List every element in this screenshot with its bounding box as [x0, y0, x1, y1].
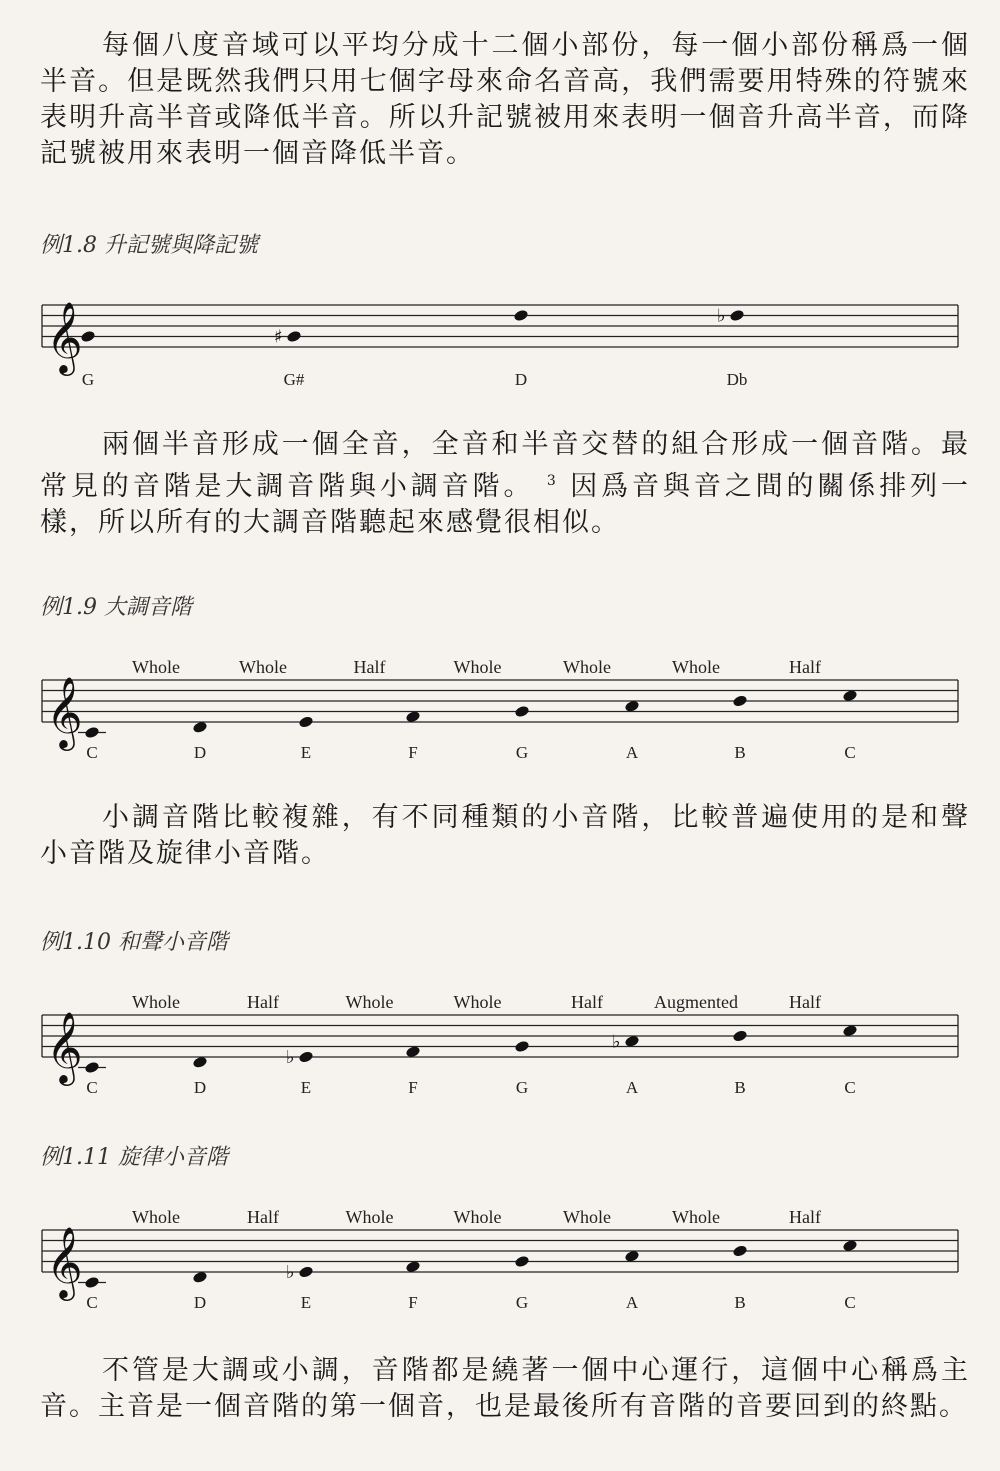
treble-clef-icon: 𝄞 [46, 1010, 83, 1083]
note-name-label: A [625, 1293, 639, 1312]
note-name-label: E [300, 1078, 312, 1097]
step-label: Half [789, 1207, 821, 1227]
step-label: Whole [132, 1207, 180, 1227]
note-head [732, 694, 748, 708]
step-label: Whole [345, 992, 394, 1012]
note-name-label: G [81, 370, 95, 389]
sharp-icon: ♯ [274, 326, 283, 348]
note-name-label: C [844, 1078, 856, 1097]
note-head [84, 726, 100, 740]
note-name-label: G [515, 1293, 529, 1312]
note-name-label: F [408, 743, 418, 762]
note-name-label: B [734, 1293, 746, 1312]
note-name-label: C [86, 1078, 98, 1097]
flat-icon: ♭ [717, 305, 726, 327]
step-label: Half [789, 992, 821, 1012]
staff-example-1-9 [0, 645, 1000, 770]
note-head [298, 1265, 314, 1279]
step-label: Whole [672, 657, 720, 677]
note-head [514, 1255, 530, 1269]
staff-example-1-11 [0, 1195, 1000, 1320]
note-name-label: A [625, 1078, 639, 1097]
step-label: Whole [672, 1207, 720, 1227]
staff-example-1-10 [0, 980, 1000, 1105]
note-name-label: C [86, 743, 98, 762]
note-name-label: F [408, 1078, 418, 1097]
caption-example-1-8: 例1.8 升記號與降記號 [40, 233, 258, 258]
staff-example-1-8 [0, 280, 1000, 400]
step-label: Half [789, 657, 821, 677]
paragraph-tonic: 不管是大調或小調，音階都是繞著一個中心運行，這個中心稱爲主音。主音是一個音階的第一個音，也是最後所有音階的音要回到的終點。 [40, 1355, 970, 1422]
note-name-label: E [300, 1293, 312, 1312]
step-label: Augmented [654, 992, 738, 1012]
note-head [514, 705, 530, 719]
footnote-reference: 3 [546, 473, 558, 489]
note-name-label: G [515, 1078, 529, 1097]
paragraph-minor-scales: 小調音階比較複雜，有不同種類的小音階，比較普遍使用的是和聲小音階及旋律小音階。 [40, 802, 970, 869]
caption-example-1-11: 例1.11 旋律小音階 [40, 1145, 228, 1170]
note-name-label: C [86, 1293, 98, 1312]
step-label: Whole [453, 657, 502, 677]
note-name-label: F [408, 1293, 418, 1312]
caption-example-1-9: 例1.9 大調音階 [40, 595, 192, 620]
step-label: Whole [239, 657, 287, 677]
flat-icon: ♭ [286, 1262, 295, 1283]
note-name-label: A [625, 743, 639, 762]
step-label: Whole [563, 1207, 611, 1227]
step-label: Whole [345, 1207, 394, 1227]
step-label: Half [247, 1207, 279, 1227]
note-name-label: D [193, 1293, 207, 1312]
step-label: Half [247, 992, 279, 1012]
note-head [513, 309, 529, 323]
note-name-label: C [844, 1293, 856, 1312]
note-head [286, 330, 302, 344]
step-label: Whole [132, 657, 180, 677]
caption-example-1-10: 例1.10 和聲小音階 [40, 930, 228, 955]
note-name-label: D [193, 1078, 207, 1097]
paragraph-scales-text-2: 因爲音與音之間的關係排列一樣，所以所有的大調音階聽起來感覺很相似。 [40, 471, 970, 538]
note-head [84, 1276, 100, 1290]
treble-clef-icon: 𝄞 [46, 1225, 83, 1298]
note-head [729, 309, 745, 323]
note-name-label: D [193, 743, 207, 762]
treble-clef-icon: 𝄞 [46, 675, 83, 748]
flat-icon: ♭ [286, 1047, 295, 1068]
paragraph-scales-text-1: 兩個半音形成一個全音，全音和半音交替的組合形成一個音階。最常見的音階是大調音階與小調音階。 [40, 429, 970, 502]
note-name-label: C [844, 743, 856, 762]
step-label: Whole [563, 657, 611, 677]
note-name-label: E [300, 743, 312, 762]
paragraph-scales [40, 427, 970, 541]
note-head [84, 1061, 100, 1075]
note-name-label: B [734, 743, 746, 762]
note-name-label: D [514, 370, 528, 389]
note-head [732, 1029, 748, 1043]
step-label: Whole [132, 992, 180, 1012]
note-name-label: Db [726, 370, 748, 389]
flat-icon: ♭ [612, 1031, 621, 1053]
note-name-label: G [515, 743, 529, 762]
note-name-label: B [734, 1078, 746, 1097]
paragraph-semitones: 每個八度音域可以平均分成十二個小部份，每一個小部份稱爲一個半音。但是既然我們只用七個字母來命名音高，我們需要用特殊的符號來表明升高半音或降低半音。所以升記號被用來表明一個音升高半音，而降記號被用來表明一個音降低半音。 [40, 30, 970, 169]
step-label: Whole [453, 992, 502, 1012]
step-label: Half [353, 657, 386, 677]
step-label: Whole [453, 1207, 502, 1227]
note-head [298, 715, 314, 729]
note-name-label: G# [283, 370, 305, 389]
note-head [298, 1050, 314, 1064]
note-head [514, 1040, 530, 1054]
treble-clef-icon: 𝄞 [46, 300, 83, 373]
step-label: Half [571, 992, 603, 1012]
note-head [732, 1244, 748, 1258]
